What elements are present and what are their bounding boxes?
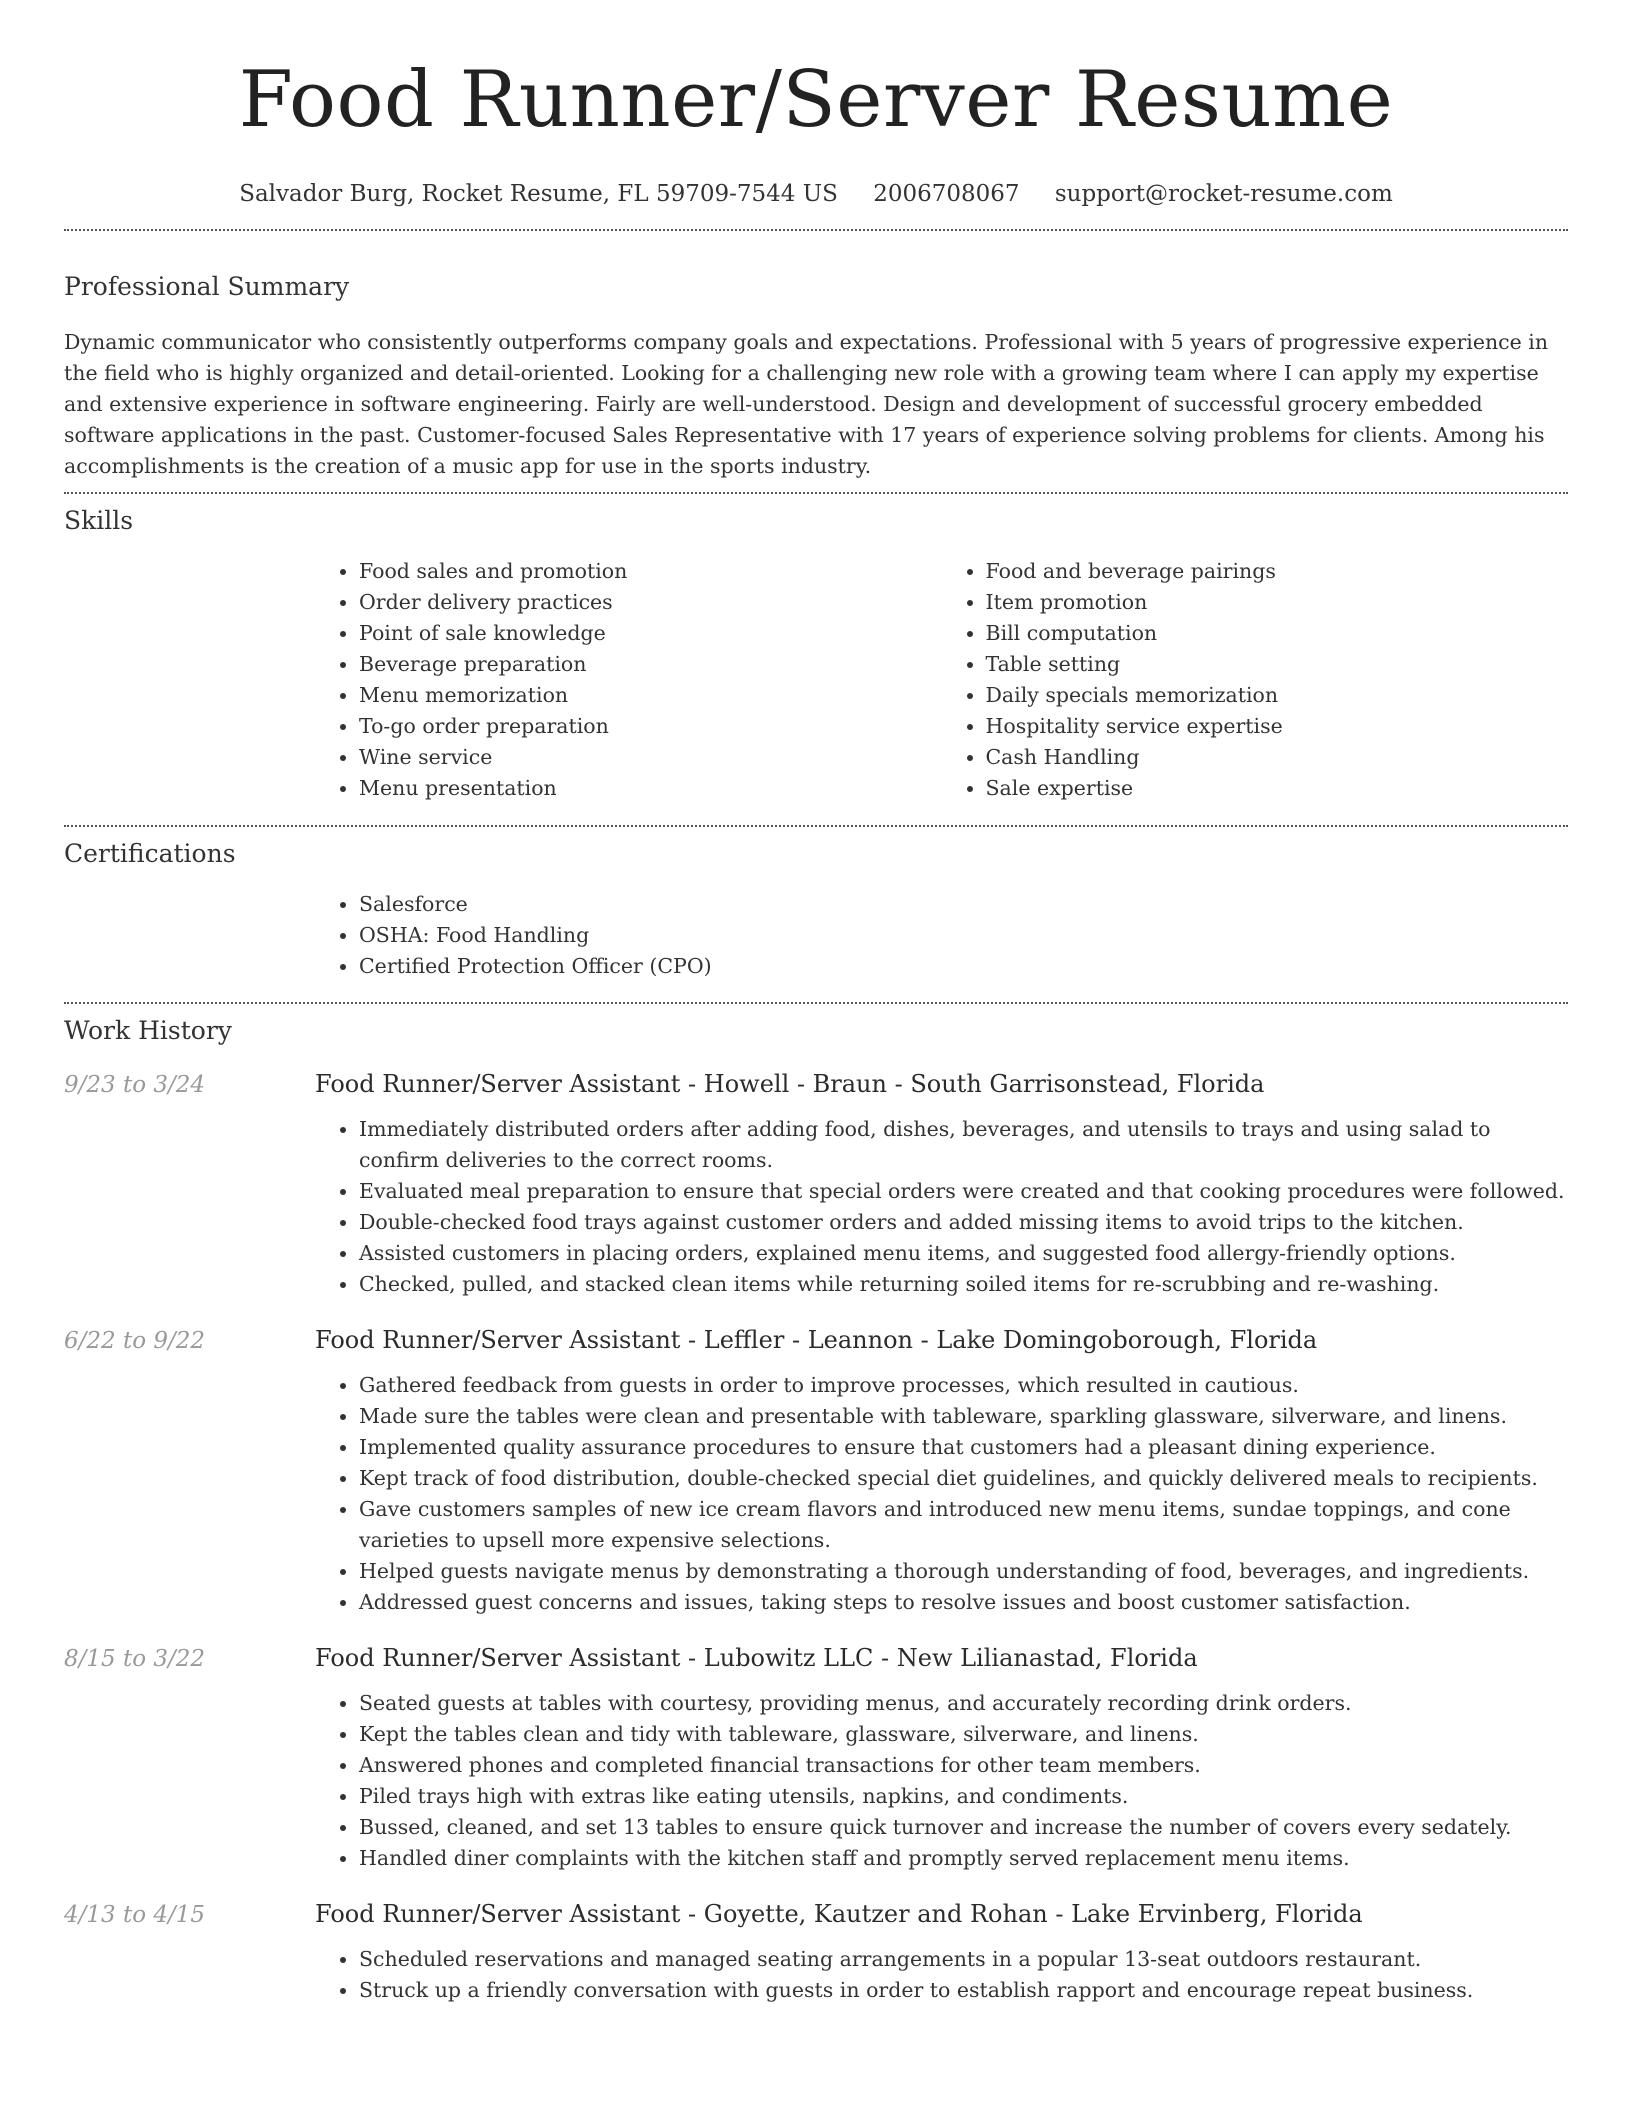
section-title-work-history: Work History (64, 1016, 232, 1045)
job-bullet: • Implemented quality assurance procedures to ensure that customers had a pleasant dining experience. (359, 1432, 1568, 1463)
skill-item: • Daily specials memorization (986, 680, 1569, 711)
work-history-list (64, 1070, 1568, 2006)
job-bullet: • Helped guests navigate menus by demonstrating a thorough understanding of food, beverages, and ingredients. (359, 1556, 1568, 1587)
job-entry (64, 1644, 1568, 1874)
job-header (64, 1070, 1568, 1098)
job-title: Food Runner/Server Assistant - Lubowitz LLC - New Lilianastad, Florida (315, 1644, 1198, 1672)
job-bullet: • Answered phones and completed financial transactions for other team members. (359, 1750, 1568, 1781)
job-bullet: • Struck up a friendly conversation with guests in order to establish rapport and encourage repeat business. (359, 1975, 1568, 2006)
divider (64, 229, 1568, 231)
certification-item: • Salesforce (359, 889, 1568, 920)
job-date: 9/23 to 3/24 (64, 1072, 206, 1098)
job-bullet: • Kept the tables clean and tidy with tableware, glassware, silverware, and linens. (359, 1719, 1568, 1750)
skill-item: • Menu presentation (359, 773, 942, 804)
job-bullet: • Evaluated meal preparation to ensure that special orders were created and that cooking procedures were followed. (359, 1176, 1568, 1207)
skill-item: • Cash Handling (986, 742, 1569, 773)
skill-item: • Food and beverage pairings (986, 556, 1569, 587)
resume-page (64, 0, 1568, 2006)
job-entry (64, 1326, 1568, 1618)
section-title-certifications: Certifications (64, 839, 236, 868)
job-bullet: • Gathered feedback from guests in order to improve processes, which resulted in cautious. (359, 1370, 1568, 1401)
job-bullets (315, 1370, 1568, 1618)
section-title-skills: Skills (64, 506, 134, 535)
job-date: 8/15 to 3/22 (64, 1646, 206, 1672)
job-bullet: • Immediately distributed orders after adding food, dishes, beverages, and utensils to trays and using salad to confirm deliveries to the correct rooms. (359, 1114, 1568, 1176)
skill-item: • Bill computation (986, 618, 1569, 649)
job-title: Food Runner/Server Assistant - Leffler - Leannon - Lake Domingoborough, Florida (315, 1326, 1318, 1354)
contact-email: support@rocket-resume.com (1054, 181, 1393, 207)
job-header (64, 1326, 1568, 1354)
job-bullets (315, 1114, 1568, 1300)
job-bullet: • Made sure the tables were clean and presentable with tableware, sparkling glassware, silverware, and linens. (359, 1401, 1568, 1432)
skills-column-right (942, 556, 1569, 804)
divider (64, 492, 1568, 494)
skill-item: • Wine service (359, 742, 942, 773)
job-bullet: • Bussed, cleaned, and set 13 tables to ensure quick turnover and increase the number of covers every sedately. (359, 1812, 1568, 1843)
skill-item: • Sale expertise (986, 773, 1569, 804)
certification-item: • OSHA: Food Handling (359, 920, 1568, 951)
skill-item: • Item promotion (986, 587, 1569, 618)
job-bullet: • Checked, pulled, and stacked clean items while returning soiled items for re-scrubbing and re-washing. (359, 1269, 1568, 1300)
divider (64, 1002, 1568, 1004)
skill-item: • Point of sale knowledge (359, 618, 942, 649)
job-bullet: • Gave customers samples of new ice cream flavors and introduced new menu items, sundae toppings, and cone varieties to upsell more expensive selections. (359, 1494, 1568, 1556)
contact-address: Salvador Burg, Rocket Resume, FL 59709-7544 US (239, 181, 838, 207)
job-date: 6/22 to 9/22 (64, 1328, 206, 1354)
contact-line (64, 178, 1568, 210)
job-entry (64, 1070, 1568, 1300)
job-bullet: • Double-checked food trays against customer orders and added missing items to avoid trips to the kitchen. (359, 1207, 1568, 1238)
skill-item: • Food sales and promotion (359, 556, 942, 587)
job-entry (64, 1900, 1568, 2006)
job-bullets (315, 1944, 1568, 2006)
skill-item: • Order delivery practices (359, 587, 942, 618)
section-title-summary: Professional Summary (64, 272, 350, 301)
job-date: 4/13 to 4/15 (64, 1902, 206, 1928)
certifications-list (315, 889, 1568, 982)
skill-item: • Menu memorization (359, 680, 942, 711)
skill-item: • Hospitality service expertise (986, 711, 1569, 742)
job-bullet: • Seated guests at tables with courtesy, providing menus, and accurately recording drink orders. (359, 1688, 1568, 1719)
contact-phone: 2006708067 (873, 181, 1020, 207)
job-header (64, 1644, 1568, 1672)
job-bullets (315, 1688, 1568, 1874)
job-bullet: • Kept track of food distribution, double-checked special diet guidelines, and quickly delivered meals to recipients. (359, 1463, 1568, 1494)
summary-text: Dynamic communicator who consistently outperforms company goals and expectations. Professional with 5 years of progressive experience in the field who is highly organized and detail-oriented. Looking for a challenging new role with a growing team where I can apply my expertise and extensive experience in software engineering. Fairly are well-understood. Design and development of successful grocery embedded software applications in the past. Customer-focused Sales Representative with 17 years of experience solving problems for clients. Among his accomplishments is the creation of a music app for use in the sports industry. (64, 330, 1549, 478)
job-title: Food Runner/Server Assistant - Goyette, Kautzer and Rohan - Lake Ervinberg, Florida (315, 1900, 1363, 1928)
job-header (64, 1900, 1568, 1928)
divider (64, 825, 1568, 827)
page-title: Food Runner/Server Resume (238, 55, 1394, 145)
job-bullet: • Addressed guest concerns and issues, taking steps to resolve issues and boost customer satisfaction. (359, 1587, 1568, 1618)
skill-item: • Beverage preparation (359, 649, 942, 680)
skills-column-left (315, 556, 942, 804)
job-bullet: • Scheduled reservations and managed seating arrangements in a popular 13-seat outdoors restaurant. (359, 1944, 1568, 1975)
job-bullet: • Assisted customers in placing orders, explained menu items, and suggested food allergy-friendly options. (359, 1238, 1568, 1269)
job-title: Food Runner/Server Assistant - Howell - Braun - South Garrisonstead, Florida (315, 1070, 1265, 1098)
job-bullet: • Handled diner complaints with the kitchen staff and promptly served replacement menu items. (359, 1843, 1568, 1874)
skills-list (315, 556, 1568, 804)
job-bullet: • Piled trays high with extras like eating utensils, napkins, and condiments. (359, 1781, 1568, 1812)
skill-item: • Table setting (986, 649, 1569, 680)
certification-item: • Certified Protection Officer (CPO) (359, 951, 1568, 982)
skill-item: • To-go order preparation (359, 711, 942, 742)
